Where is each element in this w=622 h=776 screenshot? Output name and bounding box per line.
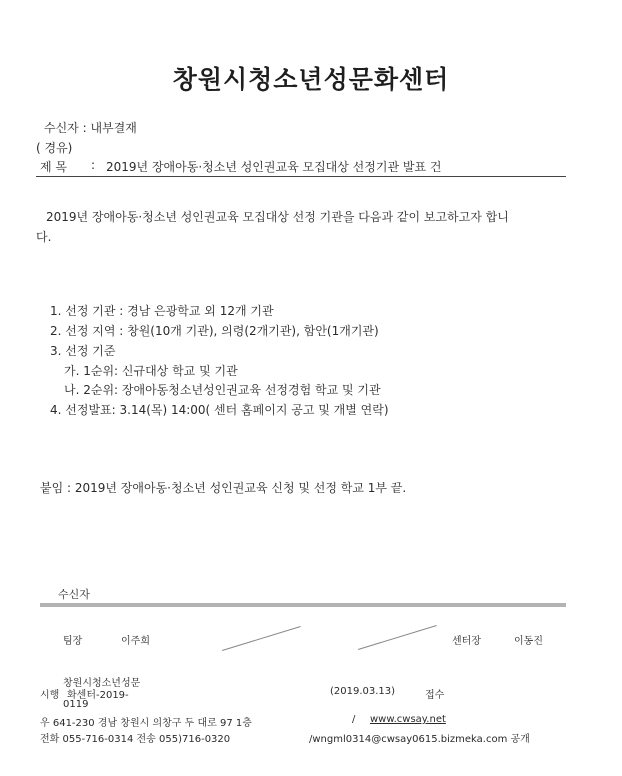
document-title: 창원시청소년성문화센터 <box>172 65 450 94</box>
intro-line-1: 2019년 장애아동·청소년 성인권교육 모집대상 선정 기관을 다음과 같이 보고하고자 합니 <box>46 210 509 224</box>
item-3b: 나. 2순위: 장애아동청소년성인권교육 선정경험 학교 및 기관 <box>64 383 381 397</box>
item-3: 3. 선정 기준 <box>50 344 116 358</box>
org-name-line-2: 화센터-2019- <box>67 690 129 701</box>
item-4: 4. 선정발표: 3.14(목) 14:00( 센터 홈페이지 공고 및 개별 연락) <box>50 403 389 417</box>
director-title: 센터장 <box>452 636 481 647</box>
signature-slash-right <box>358 625 437 650</box>
subject-colon: : <box>91 158 96 172</box>
website-link[interactable]: www.cwsay.net <box>370 714 446 725</box>
via-line: ( 경유) <box>36 141 73 155</box>
email-line: /wngml0314@cwsay0615.bizmeka.com 공개 <box>309 734 530 745</box>
footer-divider <box>40 603 566 607</box>
team-lead-name: 이주희 <box>121 636 150 647</box>
intro-line-2: 다. <box>36 230 52 244</box>
enforce-label: 시행 <box>40 690 60 701</box>
recipient-line: 수신자 : 내부결재 <box>44 121 137 135</box>
phone-fax-line: 전화 055-716-0314 전송 055)716-0320 <box>40 734 231 745</box>
org-name-line-1: 창원시청소년성문 <box>63 678 141 689</box>
receipt-label: 접수 <box>425 690 445 701</box>
team-lead-title: 팀장 <box>63 636 83 647</box>
director-name: 이동진 <box>514 636 543 647</box>
footer-recipient: 수신자 <box>58 588 90 601</box>
subject-text: 2019년 장애아동·청소년 성인권교육 모집대상 선정기관 발표 건 <box>106 160 442 174</box>
subject-divider <box>36 176 566 177</box>
item-3a: 가. 1순위: 신규대상 학교 및 기관 <box>64 364 238 378</box>
address-slash: / <box>352 714 356 725</box>
item-2: 2. 선정 지역 : 창원(10개 기관), 의령(2개기관), 함안(1개기관) <box>50 324 379 338</box>
subject-label: 제 목 <box>40 160 67 174</box>
address: 우 641-230 경남 창원시 의창구 두 대로 97 1층 <box>40 718 252 729</box>
enforce-date: (2019.03.13) <box>330 686 396 697</box>
signature-slash-left <box>222 626 301 651</box>
doc-number: 0119 <box>63 699 89 710</box>
attachment-line: 붙임 : 2019년 장애아동·청소년 성인권교육 신청 및 선정 학교 1부 끝. <box>40 481 407 495</box>
item-1: 1. 선정 기관 : 경남 은광학교 외 12개 기관 <box>50 304 274 318</box>
